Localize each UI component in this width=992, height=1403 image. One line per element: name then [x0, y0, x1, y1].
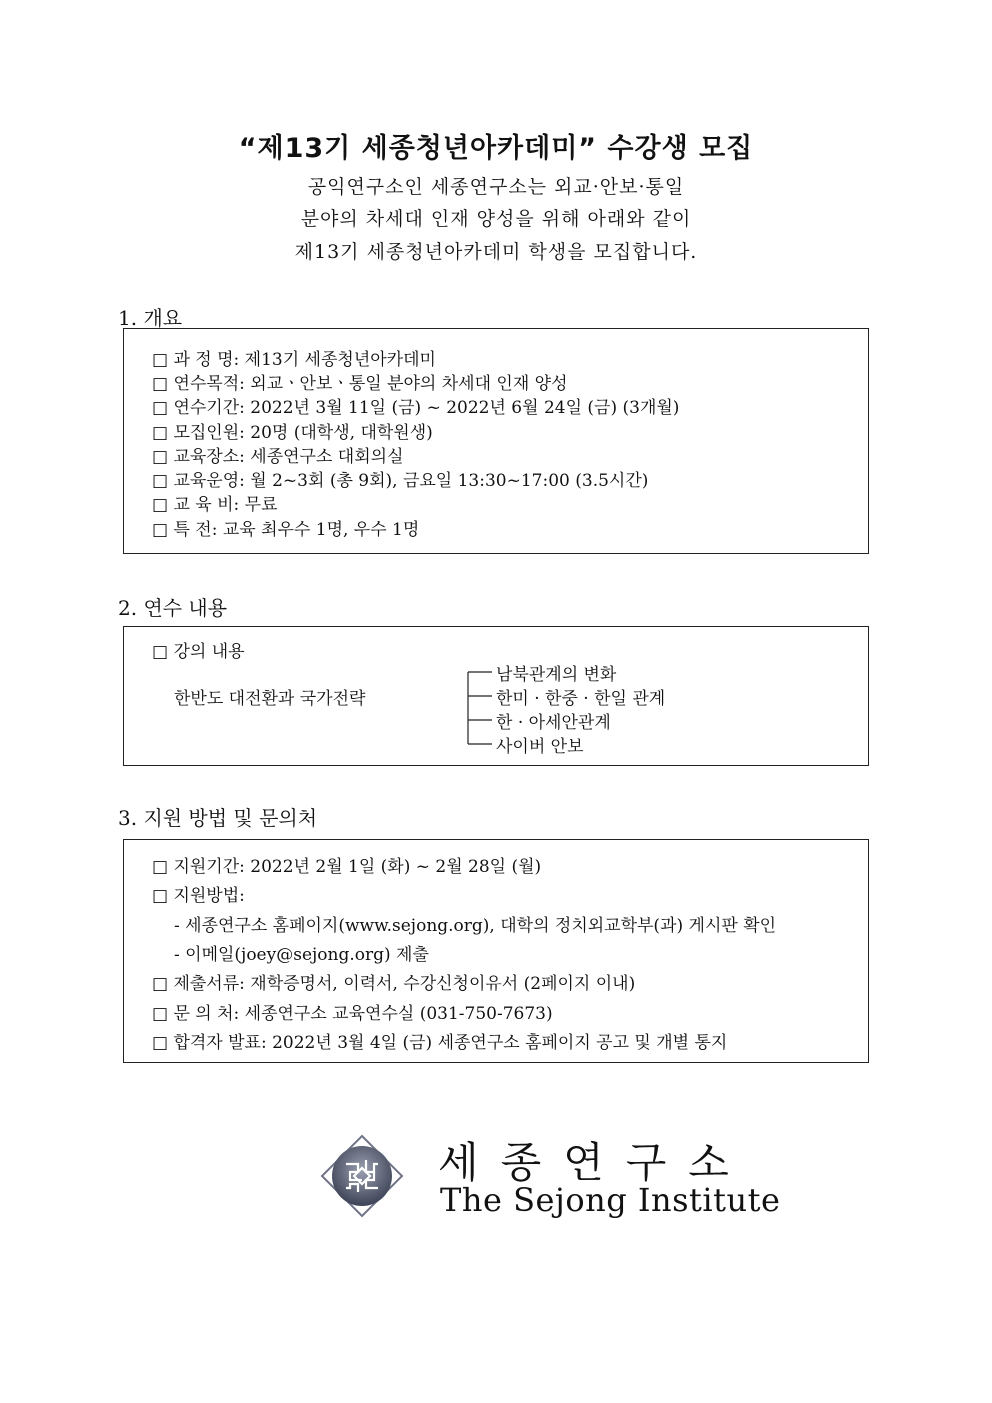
sejong-logo-icon: [320, 1134, 404, 1218]
logo-english-name: The Sejong Institute: [440, 1181, 781, 1219]
curriculum-label: □ 강의 내용: [152, 642, 245, 662]
intro-line-1: 공익연구소인 세종연구소는 외교·안보·통일: [307, 176, 685, 198]
curriculum-tree-lines: [464, 667, 494, 757]
curriculum-subtopic: 한 · 아세안관계: [496, 713, 611, 733]
overview-purpose: □ 연수목적: 외교ㆍ안보ㆍ통일 분야의 차세대 인재 양성: [152, 374, 568, 394]
curriculum-subtopic: 남북관계의 변화: [496, 665, 617, 685]
section-1-heading: 1. 개요: [118, 306, 183, 330]
curriculum-topic: 한반도 대전환과 국가전략: [174, 689, 366, 709]
overview-schedule: □ 교육운영: 월 2~3회 (총 9회), 금요일 13:30~17:00 (3.5시간): [152, 471, 649, 491]
curriculum-subtopic: 사이버 안보: [496, 737, 584, 757]
application-announcement: □ 합격자 발표: 2022년 3월 4일 (금) 세종연구소 홈페이지 공고 및 개별 통지: [152, 1033, 728, 1053]
overview-fee: □ 교 육 비: 무료: [152, 495, 278, 515]
curriculum-subtopic: 한미 · 한중 · 한일 관계: [496, 689, 666, 709]
overview-venue: □ 교육장소: 세종연구소 대회의실: [152, 447, 404, 467]
application-box: [123, 839, 869, 1063]
curriculum-box: [123, 626, 869, 766]
overview-period: □ 연수기간: 2022년 3월 11일 (금) ~ 2022년 6월 24일 (금) (3개월): [152, 398, 680, 418]
application-documents: □ 제출서류: 재학증명서, 이력서, 수강신청이유서 (2페이지 이내): [152, 974, 636, 994]
overview-course-name: □ 과 정 명: 제13기 세종청년아카데미: [152, 350, 436, 370]
application-contact: □ 문 의 처: 세종연구소 교육연수실 (031-750-7673): [152, 1004, 553, 1024]
page-title: “제13기 세종청년아카데미” 수강생 모집: [238, 133, 754, 164]
overview-box: [123, 328, 869, 554]
intro-line-2: 분야의 차세대 인재 양성을 위해 아래와 같이: [300, 208, 692, 230]
intro-line-3: 제13기 세종청년아카데미 학생을 모집합니다.: [294, 241, 698, 263]
application-method-website: - 세종연구소 홈페이지(www.sejong.org), 대학의 정치외교학부(과) 게시판 확인: [174, 916, 777, 936]
overview-capacity: □ 모집인원: 20명 (대학생, 대학원생): [152, 423, 433, 443]
section-3-heading: 3. 지원 방법 및 문의처: [118, 806, 318, 830]
application-method-email: - 이메일(joey@sejong.org) 제출: [174, 945, 429, 965]
application-period: □ 지원기간: 2022년 2월 1일 (화) ~ 2월 28일 (월): [152, 857, 542, 877]
overview-benefit: □ 특 전: 교육 최우수 1명, 우수 1명: [152, 520, 420, 540]
section-2-heading: 2. 연수 내용: [118, 596, 228, 620]
application-method-label: □ 지원방법:: [152, 886, 245, 906]
logo-korean-name: 세종연구소: [438, 1138, 751, 1187]
